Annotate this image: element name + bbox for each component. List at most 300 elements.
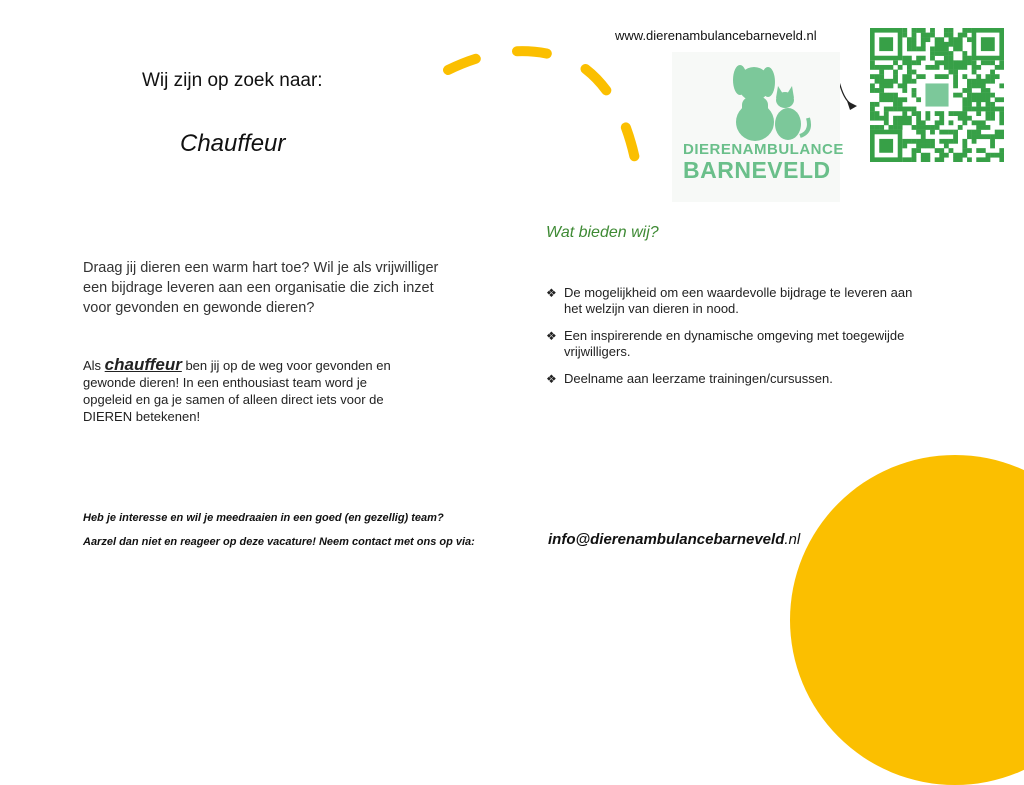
qr-module [884,120,889,125]
qr-module [999,148,1004,153]
qr-module [949,37,954,42]
qr-module [981,134,986,139]
qr-module [953,70,958,75]
qr-module [925,125,930,130]
driver-text: ben jij op de weg voor gevonden en gewonde dieren! In een enthousiast team word je opgeleid en ga je samen of alleen direct iets voor de DIEREN betekenen! [83,358,391,424]
qr-module [962,33,967,38]
qr-module [944,60,949,65]
qr-module [944,28,949,33]
qr-module [902,60,907,65]
qr-module [986,107,991,112]
qr-module [944,51,949,56]
qr-module [921,37,926,42]
qr-module [967,83,972,88]
qr-module [935,111,940,116]
qr-module [976,74,981,79]
qr-module [986,74,991,79]
qr-module [962,56,967,61]
qr-module [888,83,893,88]
qr-module [912,70,917,75]
qr-module [949,148,954,153]
qr-module [939,74,944,79]
qr-module [976,97,981,102]
qr-module [912,139,917,144]
qr-module [962,51,967,56]
qr-module [981,88,986,93]
qr-module [958,157,963,162]
qr-module [893,125,898,130]
qr-module [893,102,898,107]
qr-module [949,42,954,47]
qr-module [921,120,926,125]
qr-module [902,144,907,149]
qr-module [879,125,884,130]
qr-module [935,65,940,70]
qr-module [976,79,981,84]
qr-module [888,79,893,84]
qr-module [967,56,972,61]
qr-module [981,148,986,153]
driver-prefix: Als [83,358,105,373]
qr-module [958,65,963,70]
qr-module [981,97,986,102]
qr-module [999,60,1004,65]
qr-module [935,125,940,130]
qr-module [898,120,903,125]
qr-module [884,79,889,84]
qr-module [990,60,995,65]
qr-module [907,107,912,112]
qr-module [925,111,930,116]
qr-module [930,46,935,51]
qr-module [930,139,935,144]
qr-module [902,33,907,38]
dog-and-cat-icon [672,52,840,142]
qr-module [967,130,972,135]
qr-module [995,97,1000,102]
dashed-arc-decoration [440,40,660,190]
qr-module [935,42,940,47]
qr-module [986,157,991,162]
contact-question: Heb je interesse en wil je meedraaien in een goed (en gezellig) team? [83,512,444,524]
qr-module [884,111,889,116]
qr-module [879,65,884,70]
qr-module [949,60,954,65]
qr-module [912,37,917,42]
qr-module [944,33,949,38]
qr-module [907,74,912,79]
qr-module [921,56,926,61]
qr-module [949,70,954,75]
qr-module [986,153,991,158]
qr-module [986,79,991,84]
qr-module [976,107,981,112]
qr-module [912,28,917,33]
qr-module [870,83,875,88]
qr-module [893,116,898,121]
qr-module [953,134,958,139]
qr-module [930,65,935,70]
qr-code-icon[interactable] [870,28,1004,162]
qr-module [976,120,981,125]
qr-module [953,74,958,79]
qr-module [972,130,977,135]
qr-module [925,153,930,158]
qr-module [912,111,917,116]
qr-module [907,79,912,84]
qr-module [990,153,995,158]
qr-module [893,120,898,125]
qr-module [990,102,995,107]
qr-module [967,88,972,93]
qr-module [939,153,944,158]
qr-module [921,130,926,135]
qr-module [912,88,917,93]
qr-center-logo [925,83,948,106]
qr-module [902,111,907,116]
website-link[interactable]: www.dierenambulancebarneveld.nl [615,28,817,43]
qr-module [953,46,958,51]
qr-module [967,28,972,33]
qr-module [902,83,907,88]
qr-module [907,60,912,65]
qr-module [916,120,921,125]
qr-module [949,111,954,116]
contact-instruction: Aarzel dan niet en reageer op deze vacature! Neem contact met ons op via: [83,536,475,548]
qr-module [875,116,880,121]
qr-module [986,97,991,102]
qr-module [962,116,967,121]
qr-module [907,70,912,75]
qr-module [976,130,981,135]
qr-module [912,107,917,112]
qr-module [962,139,967,144]
qr-module [893,107,898,112]
qr-module [930,56,935,61]
qr-module [986,116,991,121]
qr-module [898,102,903,107]
qr-module [916,148,921,153]
qr-module [981,125,986,130]
qr-module [990,144,995,149]
qr-module [893,79,898,84]
qr-module [893,70,898,75]
qr-module [902,97,907,102]
qr-module [875,74,880,79]
qr-module [912,42,917,47]
qr-module [999,153,1004,158]
qr-module [972,97,977,102]
qr-module [884,65,889,70]
qr-module [999,157,1004,162]
qr-module [893,93,898,98]
qr-module [981,79,986,84]
qr-module [995,65,1000,70]
qr-module [939,42,944,47]
qr-module [944,130,949,135]
qr-module [884,107,889,112]
qr-module [925,116,930,121]
qr-module [967,97,972,102]
qr-module [976,148,981,153]
qr-module [944,139,949,144]
qr-finder [981,37,995,51]
qr-module [902,28,907,33]
list-item [546,285,926,317]
qr-module [870,74,875,79]
qr-module [875,88,880,93]
qr-module [995,153,1000,158]
qr-module [902,139,907,144]
qr-module [953,130,958,135]
qr-module [907,157,912,162]
qr-module [875,102,880,107]
qr-module [921,46,926,51]
qr-module [972,134,977,139]
qr-module [907,120,912,125]
qr-module [949,28,954,33]
qr-module [939,46,944,51]
qr-module [962,144,967,149]
intro-text: Draag jij dieren een warm hart toe? Wil je als vrijwilliger een bijdrage leveren aan een organisatie die zich inzet voor gevonden en gewonde dieren? [83,260,439,316]
qr-module [962,120,967,125]
qr-module [953,157,958,162]
qr-module [944,144,949,149]
qr-module [925,65,930,70]
qr-module [921,144,926,149]
qr-module [935,60,940,65]
qr-module [888,125,893,130]
qr-module [944,74,949,79]
qr-module [939,148,944,153]
qr-module [986,111,991,116]
qr-module [958,37,963,42]
qr-module [912,46,917,51]
qr-module [921,74,926,79]
qr-module [976,83,981,88]
qr-module [939,116,944,121]
qr-module [949,56,954,61]
qr-module [907,37,912,42]
qr-module [912,60,917,65]
qr-module [976,134,981,139]
qr-module [944,46,949,51]
qr-module [990,107,995,112]
qr-module [884,116,889,121]
qr-module [898,97,903,102]
qr-module [939,157,944,162]
qr-module [981,83,986,88]
qr-module [958,60,963,65]
qr-module [916,28,921,33]
qr-module [958,42,963,47]
qr-module [962,153,967,158]
qr-module [958,93,963,98]
list-item [546,328,926,360]
qr-module [921,139,926,144]
qr-module [916,56,921,61]
qr-module [902,56,907,61]
qr-module [902,74,907,79]
qr-module [958,111,963,116]
qr-module [972,83,977,88]
qr-module [916,46,921,51]
qr-module [902,116,907,121]
email-tld: .nl [784,531,801,548]
qr-module [875,65,880,70]
qr-module [990,74,995,79]
qr-module [990,93,995,98]
qr-module [888,65,893,70]
qr-module [870,111,875,116]
qr-module [990,79,995,84]
qr-module [875,125,880,130]
qr-module [949,130,954,135]
qr-module [990,70,995,75]
qr-module [967,134,972,139]
yellow-circle-decoration [790,455,1024,785]
driver-emphasis: chauffeur [104,355,182,374]
qr-module [870,65,875,70]
qr-module [879,116,884,121]
diamond-bullet-icon: ❖ [546,286,557,300]
qr-module [972,139,977,144]
qr-module [930,33,935,38]
qr-module [967,79,972,84]
qr-module [921,33,926,38]
qr-module [986,102,991,107]
qr-finder [879,139,893,153]
qr-module [925,144,930,149]
qr-module [999,65,1004,70]
qr-module [944,65,949,70]
qr-module [939,60,944,65]
qr-module [916,130,921,135]
qr-module [879,93,884,98]
qr-module [925,37,930,42]
qr-module [884,83,889,88]
qr-module [953,153,958,158]
qr-module [898,107,903,112]
qr-module [999,130,1004,135]
diamond-bullet-icon: ❖ [546,372,557,386]
qr-module [981,60,986,65]
qr-module [930,28,935,33]
qr-module [925,157,930,162]
qr-module [935,74,940,79]
qr-module [995,107,1000,112]
qr-module [972,107,977,112]
qr-module [949,120,954,125]
qr-module [902,120,907,125]
qr-module [898,65,903,70]
qr-module [870,116,875,121]
offer-text: Een inspirerende en dynamische omgeving met toegewijde vrijwilligers. [564,328,905,359]
qr-module [958,46,963,51]
qr-module [893,97,898,102]
qr-module [870,107,875,112]
qr-module [907,56,912,61]
qr-module [986,125,991,130]
qr-module [879,83,884,88]
qr-module [995,74,1000,79]
qr-module [953,37,958,42]
logo-text-bottom: BARNEVELD [683,157,831,183]
qr-module [995,130,1000,135]
qr-module [930,125,935,130]
qr-module [893,74,898,79]
qr-module [981,157,986,162]
qr-module [902,88,907,93]
qr-module [958,125,963,130]
qr-module [935,120,940,125]
qr-module [898,116,903,121]
logo-text-top: DIERENAMBULANCE [683,141,844,158]
qr-module [972,120,977,125]
qr-module [925,33,930,38]
qr-module [916,97,921,102]
qr-module [953,60,958,65]
qr-module [962,107,967,112]
qr-module [875,111,880,116]
qr-module [916,74,921,79]
offer-list [546,285,926,398]
qr-module [976,65,981,70]
qr-module [921,42,926,47]
qr-module [888,107,893,112]
qr-module [958,116,963,121]
contact-email[interactable] [548,531,800,548]
qr-module [898,125,903,130]
qr-module [925,139,930,144]
qr-module [962,88,967,93]
qr-module [902,107,907,112]
qr-module [953,111,958,116]
qr-module [870,60,875,65]
qr-module [912,79,917,84]
qr-module [944,56,949,61]
qr-module [967,60,972,65]
qr-module [972,70,977,75]
qr-module [902,79,907,84]
qr-module [916,139,921,144]
qr-module [953,93,958,98]
qr-module [981,107,986,112]
qr-module [976,102,981,107]
qr-module [916,144,921,149]
qr-module [972,60,977,65]
qr-module [921,125,926,130]
qr-module [986,93,991,98]
qr-module [935,37,940,42]
qr-module [870,88,875,93]
qr-module [967,93,972,98]
qr-module [902,157,907,162]
qr-module [949,51,954,56]
qr-module [870,125,875,130]
qr-module [898,83,903,88]
qr-module [986,60,991,65]
qr-module [967,148,972,153]
qr-module [999,111,1004,116]
qr-module [879,97,884,102]
qr-finder [879,37,893,51]
driver-paragraph [83,356,413,425]
qr-module [935,157,940,162]
qr-module [958,33,963,38]
diamond-bullet-icon: ❖ [546,329,557,343]
qr-module [921,157,926,162]
